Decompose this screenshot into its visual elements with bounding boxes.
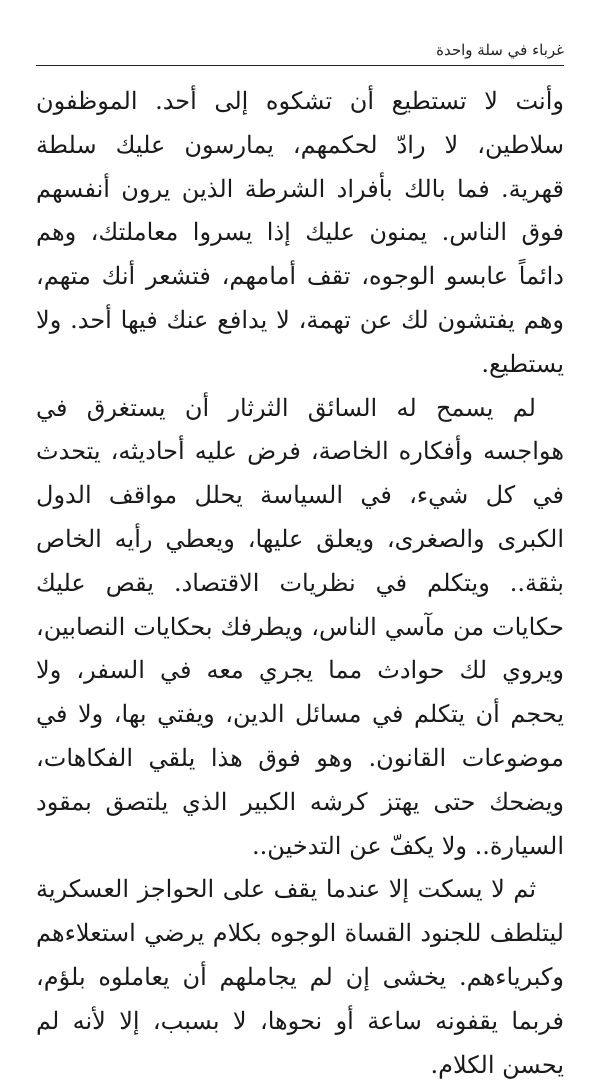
running-header: [36, 38, 564, 66]
page-body: [36, 80, 564, 1087]
paragraph-3: ثم لا يسكت إلا عندما يقف على الحواجز العسكرية ليتلطف للجنود القساة الوجوه بكلام يرضي استعلاءهم وكبرياءهم. يخشى إن لم يجاملهم أن يعاملوه بلؤم، فربما يقفونه ساعة أو نحوها، لا بسبب، إلا لأنه لم يحسن الكلام.: [36, 875, 564, 1079]
book-title: غرباء في سلة واحدة: [436, 41, 564, 59]
paragraph-2: لم يسمح له السائق الثرثار أن يستغرق في هواجسه وأفكاره الخاصة، فرض عليه أحاديثه، يتحدث في كل شيء، في السياسة يحلل مواقف الدول الكبرى والصغرى، ويعلق عليها، ويعطي رأيه الخاص بثقة.. ويتكلم في نظريات الاقتصاد. يقص عليك حكايات من مآسي الناس، ويطرفك بحكايات النصابين، ويروي لك حوادث مما يجري معه في السفر، ولا يحجم أن يتكلم في مسائل الدين، ويفتي بها، ولا في موضوعات القانون. وهو فوق هذا يلقي الفكاهات، ويضحك حتى يهتز كرشه الكبير الذي يلتصق بمقود السيارة.. ولا يكفّ عن التدخين..: [36, 393, 564, 860]
paragraph-1: وأنت لا تستطيع أن تشكوه إلى أحد. الموظفون سلاطين، لا رادّ لحكمهم، يمارسون عليك سلطة قهرية. فما بالك بأفراد الشرطة الذين يرون أنفسهم فوق الناس. يمنون عليك إذا يسروا معاملتك، وهم دائماً عابسو الوجوه، تقف أمامهم، فتشعر أنك متهم، وهم يفتشون لك عن تهمة، لا يدافع عنك فيها أحد. ولا يستطيع.: [36, 87, 564, 378]
